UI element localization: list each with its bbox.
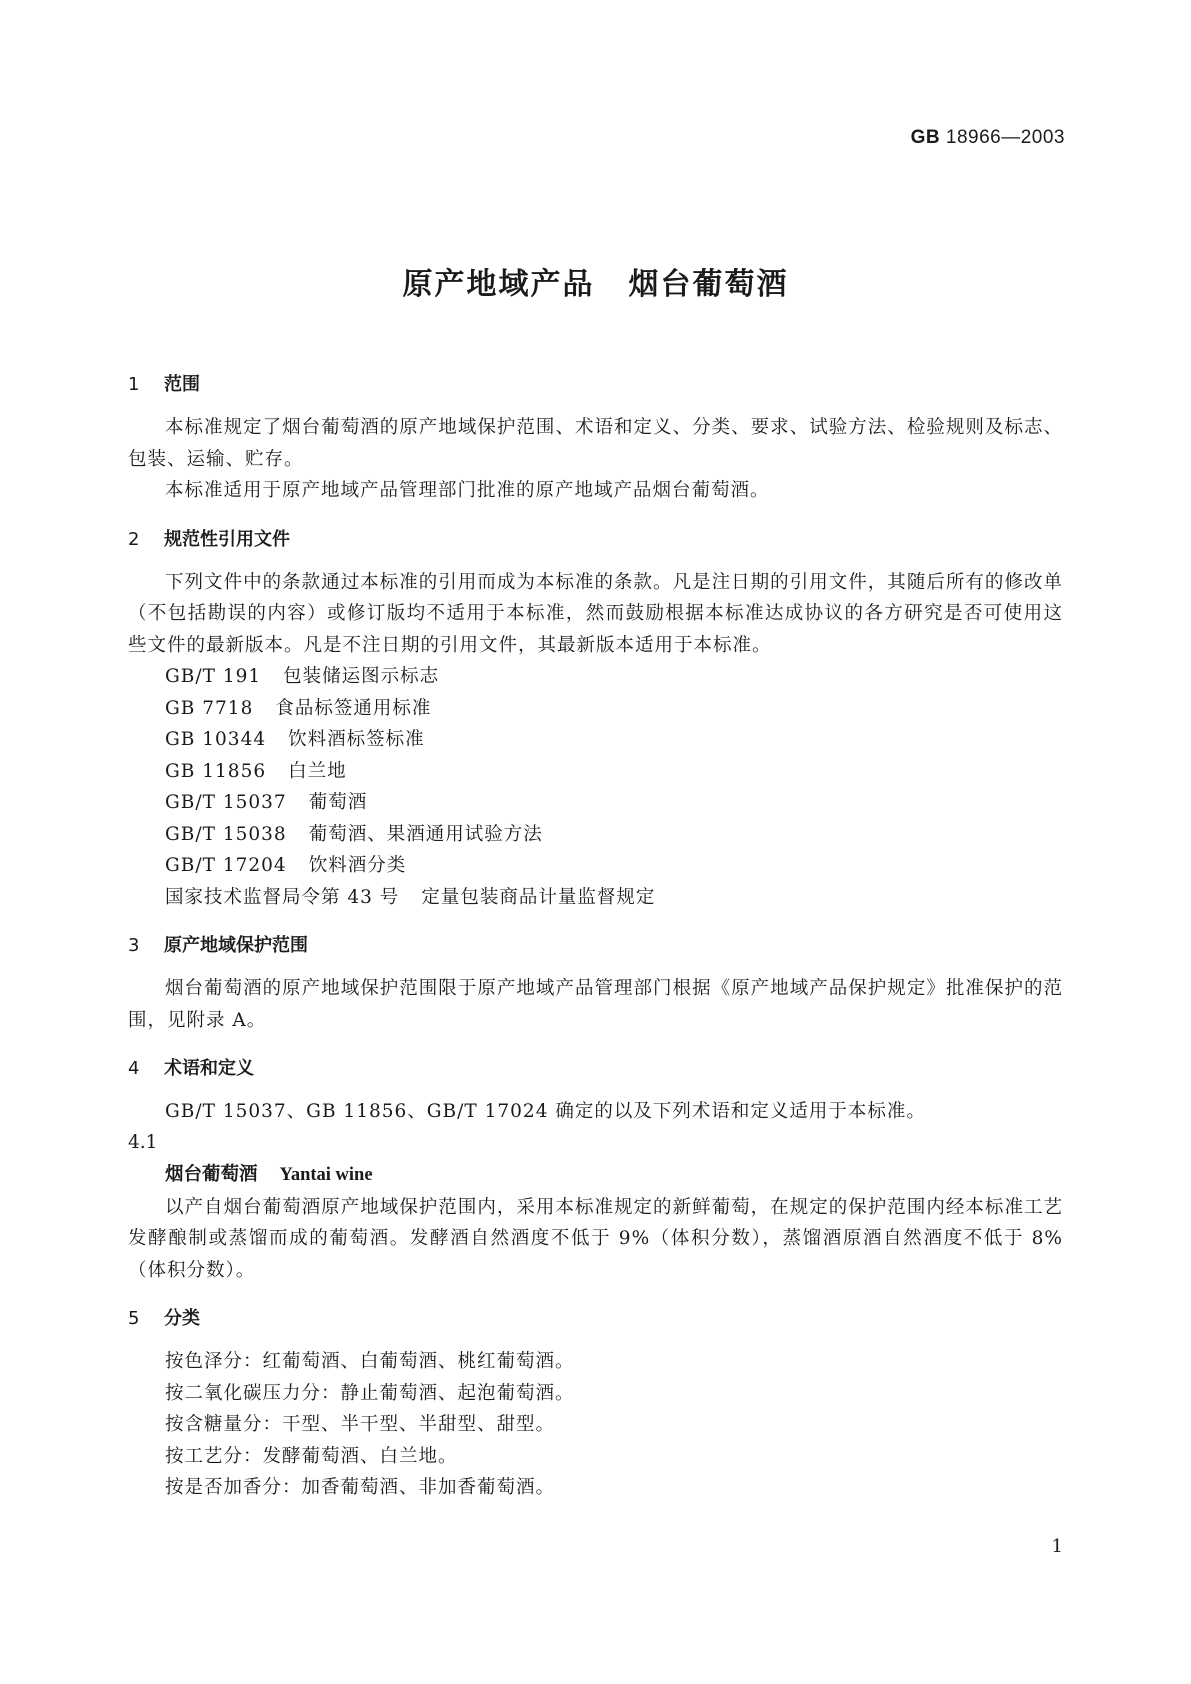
section-2-heading <box>128 523 1063 557</box>
reference-name: 葡萄酒 <box>308 792 368 813</box>
section-number: 3 <box>128 935 140 956</box>
reference-code: GB 10344 <box>165 729 267 750</box>
classification-item: 按色泽分：红葡萄酒、白葡萄酒、桃红葡萄酒。 <box>165 1351 575 1372</box>
section-number: 4 <box>128 1058 140 1079</box>
standard-code: 18966—2003 <box>945 127 1065 148</box>
reference-code: 国家技术监督局令第 43 号 <box>165 886 400 908</box>
section-title: 规范性引用文件 <box>164 528 290 550</box>
section-number: 1 <box>128 374 140 395</box>
standard-prefix: GB <box>910 127 941 148</box>
reference-name: 葡萄酒、果酒通用试验方法 <box>308 823 543 845</box>
reference-name: 饮料酒标签标准 <box>288 729 425 750</box>
classification-item: 按含糖量分：干型、半干型、半甜型、甜型。 <box>165 1414 556 1435</box>
section-5-heading <box>128 1302 1063 1336</box>
section-1-paragraph-2: 本标准适用于原产地域产品管理部门批准的原产地域产品烟台葡萄酒。 <box>165 480 770 501</box>
reference-code: GB 7718 <box>165 697 254 719</box>
reference-item <box>128 724 1063 756</box>
section-title: 分类 <box>164 1308 200 1329</box>
classification-item: 按工艺分：发酵葡萄酒、白兰地。 <box>165 1445 458 1467</box>
reference-item <box>128 693 1063 725</box>
term-definition: 以产自烟台葡萄酒原产地域保护范围内，采用本标准规定的新鲜葡萄，在规定的保护范围内经本标准工艺发酵酿制或蒸馏而成的葡萄酒。发酵酒自然酒度不低于 9%（体积分数），蒸馏酒原酒自然酒度不低于 8%（体积分数）。 <box>128 1196 1063 1281</box>
reference-code: GB 11856 <box>165 760 267 782</box>
reference-code: GB/T 17204 <box>165 855 287 876</box>
title-part-2: 烟台葡萄酒 <box>628 267 789 302</box>
reference-code: GB/T 15037 <box>165 792 287 813</box>
section-3-heading <box>128 929 1063 963</box>
classification-list <box>128 1346 1063 1504</box>
section-3-paragraph-1: 烟台葡萄酒的原产地域保护范围限于原产地域产品管理部门根据《原产地域产品保护规定》批准保护的范围，见附录 A。 <box>128 978 1063 1031</box>
document-body <box>128 368 1063 1504</box>
reference-code: GB/T 191 <box>165 666 262 687</box>
classification-item: 按是否加香分：加香葡萄酒、非加香葡萄酒。 <box>165 1477 556 1498</box>
reference-name: 饮料酒分类 <box>308 855 407 876</box>
section-1-heading <box>128 368 1063 402</box>
classification-item: 按二氧化碳压力分：静止葡萄酒、起泡葡萄酒。 <box>165 1382 575 1404</box>
section-title: 范围 <box>164 374 200 395</box>
section-2-paragraph-1: 下列文件中的条款通过本标准的引用而成为本标准的条款。凡是注日期的引用文件，其随后所有的修改单（不包括勘误的内容）或修订版均不适用于本标准，然而鼓励根据本标准达成协议的各方研究是否可使用这些文件的最新版本。凡是不注日期的引用文件，其最新版本适用于本标准。 <box>128 571 1063 656</box>
term-english: Yantai wine <box>279 1164 373 1185</box>
reference-name: 定量包装商品计量监督规定 <box>421 886 656 908</box>
section-4-paragraph-1: GB/T 15037、GB 11856、GB/T 17024 确定的以及下列术语和定义适用于本标准。 <box>165 1101 926 1122</box>
reference-item <box>128 882 1063 914</box>
reference-item <box>128 756 1063 788</box>
term-chinese: 烟台葡萄酒 <box>165 1163 258 1185</box>
section-title: 原产地域保护范围 <box>164 935 308 956</box>
reference-name: 包装储运图示标志 <box>283 666 440 687</box>
standard-number <box>911 127 1065 149</box>
reference-item <box>128 787 1063 819</box>
section-number: 2 <box>128 528 140 550</box>
reference-name: 白兰地 <box>288 760 347 782</box>
term-entry <box>128 1158 1063 1192</box>
subsection-number: 4.1 <box>128 1131 158 1153</box>
document-title <box>0 259 1191 303</box>
reference-code: GB/T 15038 <box>165 823 287 845</box>
section-1-paragraph-1: 本标准规定了烟台葡萄酒的原产地域保护范围、术语和定义、分类、要求、试验方法、检验规则及标志、包装、运输、贮存。 <box>128 417 1063 470</box>
page-number: 1 <box>1051 1536 1063 1557</box>
section-number: 5 <box>128 1308 140 1329</box>
reference-item <box>128 661 1063 693</box>
reference-item <box>128 819 1063 851</box>
title-part-1: 原产地域产品 <box>402 267 595 302</box>
reference-list <box>128 661 1063 913</box>
reference-item <box>128 850 1063 882</box>
section-4-heading <box>128 1052 1063 1086</box>
section-title: 术语和定义 <box>164 1058 254 1079</box>
reference-name: 食品标签通用标准 <box>275 697 432 719</box>
